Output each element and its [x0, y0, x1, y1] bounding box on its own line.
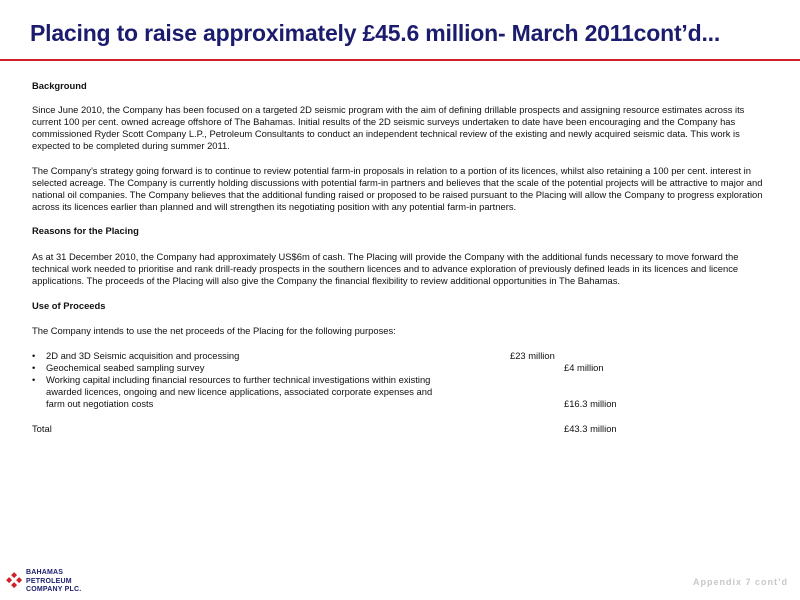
- proceeds-item-text: Working capital including financial resources to further technical investigations within existing: [46, 374, 431, 385]
- proceeds-item-text: 2D and 3D Seismic acquisition and processing: [46, 350, 240, 361]
- logo-text: [26, 569, 81, 595]
- bullet-icon: •: [32, 374, 36, 385]
- proceeds-item: [32, 350, 772, 362]
- proceeds-item: [32, 374, 772, 386]
- proceeds-item: [32, 362, 772, 374]
- background-paragraph-1: Since June 2010, the Company has been focused on a targeted 2D seismic program with the aim of defining drillable prospects and assigning resource estimates across its current 100 per cent. owned acreage offshore of The Bahamas. Initial results of the 2D seismic surveys undertaken to date have been encouraging and the Company has commissioned Ryder Scott Company L.P., Petroleum Consultants to conduct an independent technical review of the existing and newly acquired seismic data. This work is expected to be completed during summer 2011.: [32, 104, 745, 151]
- proceeds-item-amount: £4 million: [564, 362, 604, 373]
- appendix-label: Appendix 7 cont’d: [692, 577, 788, 587]
- proceeds-item-continuation: [32, 398, 772, 410]
- company-logo: [4, 567, 84, 597]
- document-body: [32, 80, 772, 435]
- proceeds-list: [32, 350, 772, 410]
- background-heading: Background: [32, 80, 87, 91]
- reasons-paragraph: As at 31 December 2010, the Company had approximately US$6m of cash. The Placing will provide the Company with the additional funds necessary to move forward the technical work needed to prioritise and rank drill-ready prospects in the southern licences and to advance exploration of previously defined leads in its licences and licence applications. The proceeds of the Placing will also give the Company the financial flexibility to review additional opportunities in The Bahamas.: [32, 251, 739, 286]
- logo-line-3: COMPANY PLC.: [26, 586, 82, 593]
- bullet-icon: •: [32, 350, 36, 361]
- proceeds-item-text: awarded licences, ongoing and new licence applications, associated corporate expenses and: [46, 386, 433, 397]
- proceeds-item-continuation: [32, 386, 772, 398]
- header-divider: [0, 59, 800, 61]
- total-label: Total: [32, 423, 52, 434]
- proceeds-total-row: [32, 423, 772, 435]
- bullet-icon: •: [32, 362, 36, 373]
- total-amount: £43.3 million: [564, 423, 617, 434]
- proceeds-item-amount: £16.3 million: [564, 398, 617, 409]
- proceeds-item-text: Geochemical seabed sampling survey: [46, 362, 205, 373]
- background-paragraph-2: The Company’s strategy going forward is to continue to review potential farm-in proposals in relation to a portion of its licences, whilst also retaining a 100 per cent. interest in selected acreage. The Company is currently holding discussions with potential farm-in partners and believes that the scale of the potential projects will be attractive to major and national oil companies. The Company believes that the additional funding raised or proposed to be raised pursuant to the Placing will allow the Company to progress exploration across its licences earlier than planned and will strengthen its negotiating position with any potential farm-in partners.: [32, 165, 763, 212]
- proceeds-intro: The Company intends to use the net proceeds of the Placing for the following purposes:: [32, 325, 396, 336]
- proceeds-item-amount: £23 million: [510, 350, 555, 361]
- proceeds-heading: Use of Proceeds: [32, 300, 106, 311]
- proceeds-item-text: farm out negotiation costs: [46, 398, 154, 409]
- logo-line-1: BAHAMAS: [26, 569, 64, 576]
- logo-mark-icon: [4, 571, 24, 591]
- logo-line-2: PETROLEUM: [26, 577, 72, 585]
- page-title: Placing to raise approximately £45.6 million- March 2011cont’d...: [30, 20, 721, 46]
- reasons-heading: Reasons for the Placing: [32, 225, 139, 236]
